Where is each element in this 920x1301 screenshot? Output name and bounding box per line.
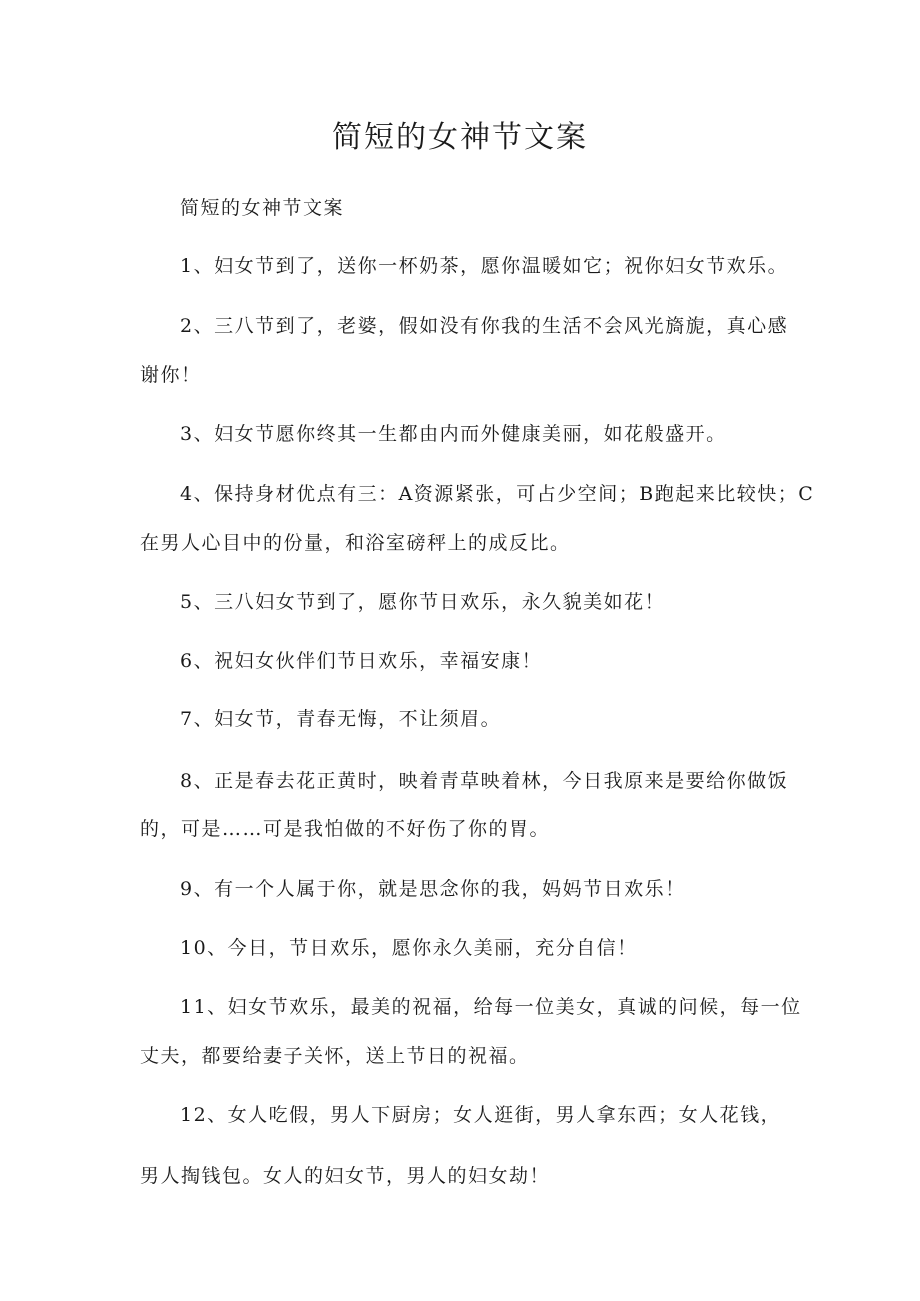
paragraph-9-line-1: 9、有一个人属于你，就是思念你的我，妈妈节日欢乐！ [180,878,686,900]
paragraph-4-line-2: 在男人心目中的份量，和浴室磅秤上的成反比。 [140,532,571,554]
paragraph-11-line-1: 11、妇女节欢乐，最美的祝福，给每一位美女，真诚的问候，每一位 [180,996,802,1018]
paragraph-12-line-2: 男人掏钱包。女人的妇女节，男人的妇女劫！ [140,1165,551,1187]
paragraph-3-line-1: 3、妇女节愿你终其一生都由内而外健康美丽，如花般盛开。 [180,423,727,445]
paragraph-4-line-1: 4、保持身材优点有三：A资源紧张，可占少空间；B跑起来比较快；C [180,483,815,505]
paragraph-2-line-2: 谢你！ [140,364,202,386]
paragraph-10-line-1: 10、今日，节日欢乐，愿你永久美丽，充分自信！ [180,937,638,959]
paragraph-8-line-1: 8、正是春去花正黄时，映着青草映着林，今日我原来是要给你做饭 [180,770,789,792]
page-title: 简短的女神节文案 [332,120,588,155]
document-subtitle: 简短的女神节文案 [180,197,345,219]
paragraph-12-line-1: 12、女人吃假，男人下厨房；女人逛街，男人拿东西；女人花钱， [180,1104,782,1126]
paragraph-5-line-1: 5、三八妇女节到了，愿你节日欢乐，永久貌美如花！ [180,591,666,613]
paragraph-7-line-1: 7、妇女节，青春无悔，不让须眉。 [180,708,502,730]
paragraph-2-line-1: 2、三八节到了，老婆，假如没有你我的生活不会风光旖旎，真心感 [180,315,789,337]
paragraph-6-line-1: 6、祝妇女伙伴们节日欢乐，幸福安康！ [180,650,543,672]
paragraph-11-line-2: 丈夫，都要给妻子关怀，送上节日的祝福。 [140,1045,530,1067]
paragraph-1-line-1: 1、妇女节到了，送你一杯奶茶，愿你温暖如它；祝你妇女节欢乐。 [180,255,789,277]
paragraph-8-line-2: 的，可是……可是我怕做的不好伤了你的胃。 [140,818,551,840]
